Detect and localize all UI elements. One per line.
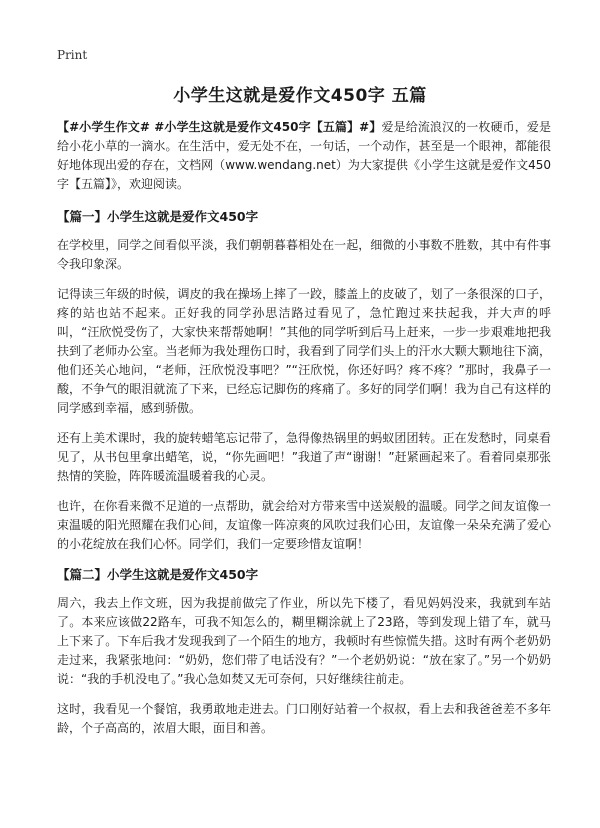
- section-heading: 【篇一】小学生这就是爱作文450字: [57, 209, 259, 224]
- section-paragraph: 也许，在你看来微不足道的一点帮助，就会给对方带来雪中送炭般的温暖。同学之间友谊像一束温暖的阳光照耀在我们心间，友谊像一阵凉爽的风吹过我们心田，友谊像一朵朵充满了爱心的小花绽放在我们心怀。同学们，我们一定要珍惜友谊啊！: [57, 499, 551, 551]
- section-paragraph: 在学校里，同学之间看似平淡，我们朝朝暮暮相处在一起，细微的小事数不胜数，其中有件事令我印象深。: [57, 238, 551, 271]
- page-title: 小学生这就是爱作文450字 五篇: [173, 86, 427, 106]
- intro-lead: 【#小学生作文# #小学生这就是爱作文450字【五篇】#】: [57, 120, 382, 134]
- section-paragraph: 这时，我看见一个餐馆，我勇敢地走进去。门口刚好站着一个叔叔，看上去和我爸爸差不多年龄，个子高高的，浓眉大眼，面目和善。: [57, 702, 551, 735]
- section-paragraph: 周六，我去上作文班，因为我提前做完了作业，所以先下楼了，看见妈妈没来，我就到车站了。本来应该做22路车，可我不知怎么的，糊里糊涂就上了23路，等到发现上错了车，就马上下来了。下车后我才发现我到了一个陌生的地方，我顿时有些惊慌失措。这时有两个老奶奶走过来，我紧张地问：“奶奶，您们带了电话没有？”一个老奶奶说：“放在家了。”另一个奶奶说：“我的手机没电了。”我心急如焚又无可奈何，只好继续往前走。: [57, 596, 551, 686]
- article-body: [57, 118, 551, 749]
- intro-text: 爱是给流浪汉的一枚硬币，爱是给小花小草的一滴水。在生活中，爱无处不在，一句话，一个动作，甚至是一个眼神，都能很好地体现出爱的存在，文档网（www.wendang.net）为大家提供《小学生这就是爱作文450字【五篇】》，欢迎阅读。: [57, 120, 551, 191]
- print-label[interactable]: Print: [57, 48, 88, 62]
- intro-paragraph: [57, 118, 551, 194]
- section-heading: 【篇二】小学生这就是爱作文450字: [57, 567, 259, 582]
- section-paragraph: 记得读三年级的时候，调皮的我在操场上摔了一跤，膝盖上的皮破了，划了一条很深的口子，疼的站也站不起来。正好我的同学孙思洁路过看见了，急忙跑过来扶起我，并大声的呼叫，“汪欣悦受伤了，大家快来帮帮她啊！”其他的同学听到后马上赶来，一步一步艰难地把我扶到了老师办公室。当老师为我处理伤口时，我看到了同学们头上的汗水大颗大颗地往下滴，他们还关心地问，“老师，汪欣悦没事吧？”“汪欣悦，你还好吗？疼不疼？”那时，我鼻子一酸，不争气的眼泪就流了下来，已经忘记脚伤的疼痛了。多好的同学们啊！我为自己有这样的同学感到幸福，感到骄傲。: [57, 287, 551, 415]
- section-paragraph: 还有上美术课时，我的旋转蜡笔忘记带了，急得像热锅里的蚂蚁团团转。正在发愁时，同桌看见了，从书包里拿出蜡笔，说，“你先画吧！”我道了声“谢谢！”赶紧画起来了。看着同桌那张热情的笑脸，阵阵暖流温暖着我的心灵。: [57, 431, 551, 483]
